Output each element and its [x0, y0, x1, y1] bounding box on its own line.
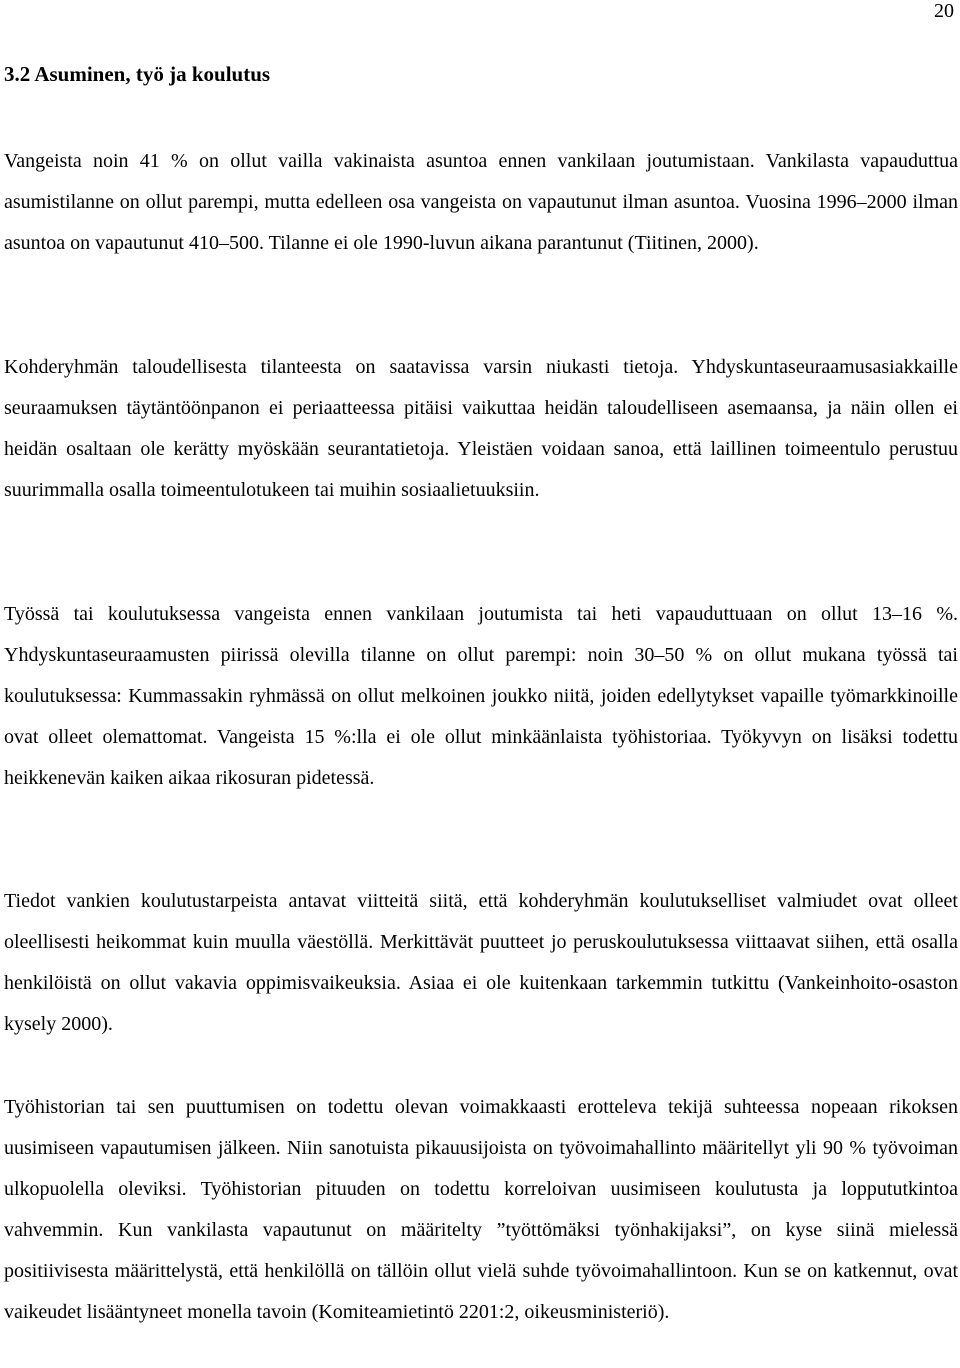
- section-title: 3.2 Asuminen, työ ja koulutus: [4, 62, 271, 86]
- paragraph-economic-situation: Kohderyhmän taloudellisesta tilanteesta on saatavissa varsin niukasti tietoja. Yhdyskuntaseuraamusasiakkaille seuraamuksen täytäntöönpanon ei periaatteessa pitäisi vaikuttaa heidän taloudelliseen asemaansa, ja näin ollen ei heidän osaltaan ole kerätty myöskään seurantatietoja. Yleistäen voidaan sanoa, että laillinen toimeentulo perustuu suurimmalla osalla toimeentulotukeen tai muihin sosiaalietuuksiin.: [4, 356, 958, 501]
- paragraph-work-history: Työhistorian tai sen puuttumisen on todettu olevan voimakkaasti erotteleva tekijä suhteessa nopeaan rikoksen uusimiseen vapautumisen jälkeen. Niin sanotuista pikauusijoista on työvoimahallinto määritellyt yli 90 % työvoiman ulkopuolella oleviksi. Työhistorian pituuden on todettu korreloivan uusimiseen koulutusta ja loppututkintoa vahvemmin. Kun vankilasta vapautunut on määritelty ”työttömäksi työnhakijaksi”, on kyse siinä mielessä positiivisesta määrittelystä, että henkilöllä on tällöin ollut vielä suhde työvoimahallintoon. Kun se on katkennut, ovat vaikeudet lisääntyneet monella tavoin (Komiteamietintö 2201:2, oikeusministeriö).: [4, 1096, 958, 1323]
- paragraph-work-and-education: Työssä tai koulutuksessa vangeista ennen vankilaan joutumista tai heti vapauduttuaan on ollut 13–16 %. Yhdyskuntaseuraamusten piirissä olevilla tilanne on ollut parempi: noin 30–50 % on ollut mukana työssä tai koulutuksessa: Kummassakin ryhmässä on ollut melkoinen joukko niitä, joiden edellytykset vapaille työmarkkinoille ovat olleet olemattomat. Vangeista 15 %:lla ei ole ollut minkäänlaista työhistoriaa. Työkyvyn on lisäksi todettu heikkenevän kaiken aikaa rikosuran pidetessä.: [4, 603, 958, 789]
- paragraph-education-needs: Tiedot vankien koulutustarpeista antavat viitteitä siitä, että kohderyhmän koulutukselliset valmiudet ovat olleet oleellisesti heikommat kuin muulla väestöllä. Merkittävät puutteet jo peruskoulutuksessa viittaavat siihen, että osalla henkilöistä on ollut vakavia oppimisvaikeuksia. Asiaa ei ole kuitenkaan tarkemmin tutkittu (Vankeinhoito-osaston kysely 2000).: [4, 890, 958, 1035]
- page-number: 20: [934, 0, 954, 22]
- paragraph-housing: Vangeista noin 41 % on ollut vailla vakinaista asuntoa ennen vankilaan joutumistaan. Vankilasta vapauduttua asumistilanne on ollut parempi, mutta edelleen osa vangeista on vapautunut ilman asuntoa. Vuosina 1996–2000 ilman asuntoa on vapautunut 410–500. Tilanne ei ole 1990-luvun aikana parantunut (Tiitinen, 2000).: [4, 150, 958, 254]
